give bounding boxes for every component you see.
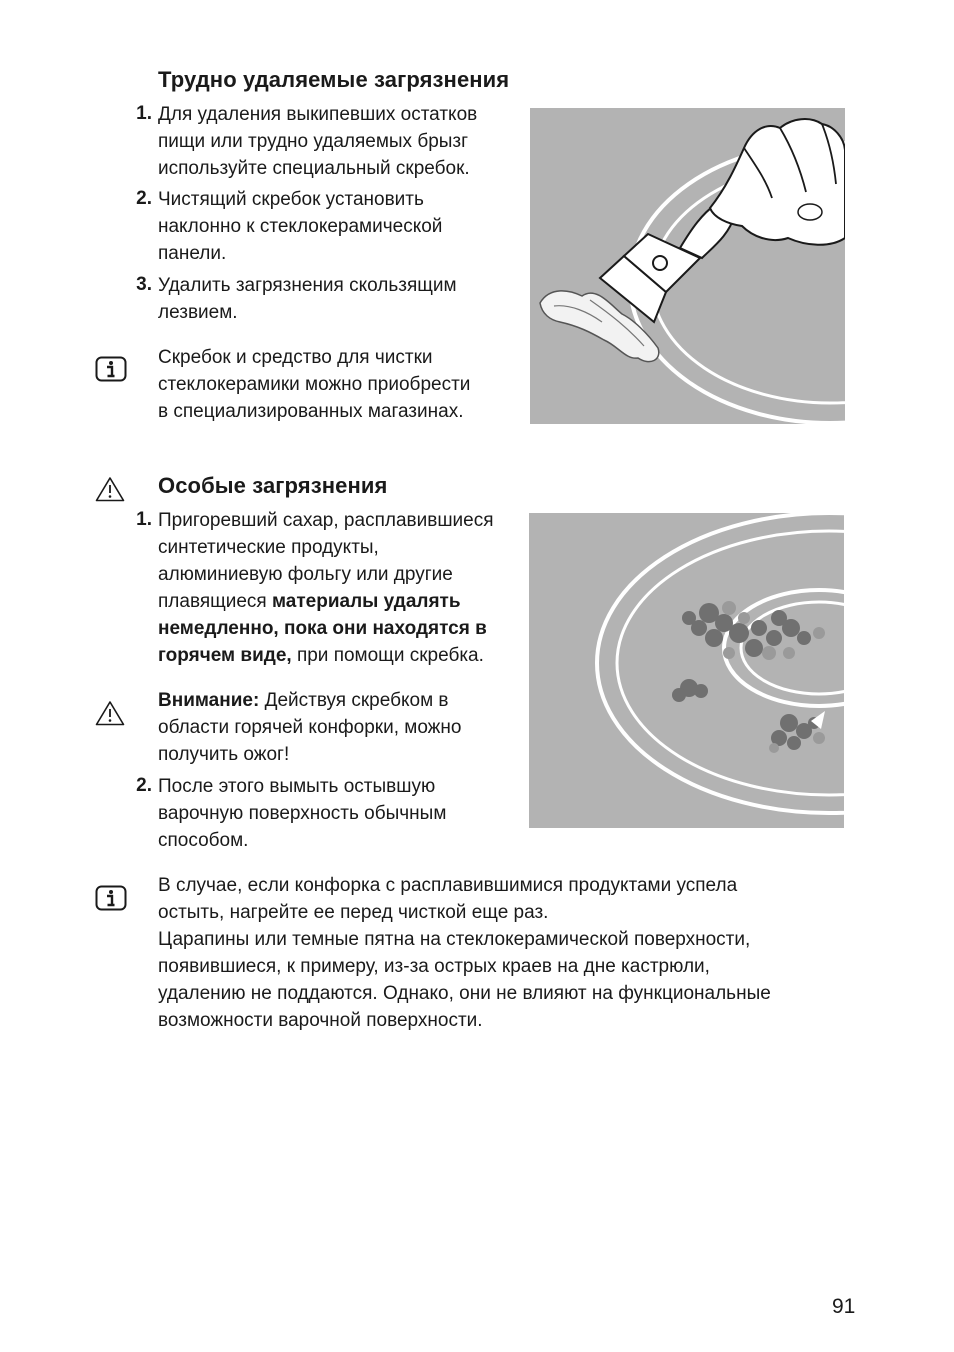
step-number: 2. [136,775,152,796]
text-line: алюминиевую фольгу или другие [158,564,453,585]
warning-note [158,687,461,768]
text-line: стеклокерамики можно приобрести [158,374,471,395]
text-line [158,615,494,642]
info-note [158,344,470,425]
text-line: Царапины или темные пятна на стеклокерамической поверхности, [158,929,751,950]
info-icon [95,356,127,382]
text-line [158,588,494,615]
step-text [158,186,442,267]
text-line: возможности варочной поверхности. [158,1010,483,1031]
step-number: 3. [136,274,152,295]
page-number: 91 [832,1295,856,1318]
text-line [158,687,461,714]
text-line: появившиеся, к примеру, из-за острых краев на дне кастрюли, [158,956,710,977]
step-number: 1. [136,509,152,530]
melted-residue-illustration [529,513,844,828]
text-bold: немедленно, пока они находятся в [158,618,487,639]
text-line: пищи или трудно удаляемых брызг [158,131,469,152]
text-line: удалению не поддаются. Однако, они не влияют на функциональные [158,983,771,1004]
text-line: способом. [158,830,249,851]
text-line: панели. [158,243,227,264]
text-line: остыть, нагрейте ее перед чисткой еще раз. [158,902,549,923]
step-text [158,773,446,854]
text-line: наклонно к стеклокерамической [158,216,443,237]
info-icon [95,885,127,911]
text-line: синтетические продукты, [158,537,379,558]
warning-triangle-icon [95,700,125,726]
text-line: Для удаления выкипевших остатков [158,104,478,125]
text-line: получить ожог! [158,744,290,765]
text-line: Удалить загрязнения скользящим [158,275,457,296]
step-text [158,272,457,326]
text-line: лезвием. [158,302,238,323]
step-text [158,507,494,669]
section-title-hard-stains: Трудно удаляемые загрязнения [158,67,510,92]
text-line: используйте специальный скребок. [158,158,470,179]
warning-triangle-icon [95,476,125,502]
text-bold: горячем виде, [158,645,292,666]
text-normal: плавящиеся [158,591,272,612]
final-info-note [158,872,771,1034]
text-line: В случае, если конфорка с расплавившимися продуктами успела [158,875,738,896]
text-normal: Действуя скребком в [259,690,449,711]
text-line [158,642,494,669]
text-line: Скребок и средство для чистки [158,347,433,368]
text-bold: материалы удалять [272,591,461,612]
text-line: области горячей конфорки, можно [158,717,462,738]
step-number: 2. [136,188,152,209]
text-line: варочную поверхность обычным [158,803,447,824]
text-line: После этого вымыть остывшую [158,776,436,797]
text-line: Чистящий скребок установить [158,189,424,210]
section-title-special-stains: Особые загрязнения [158,473,388,498]
scraper-illustration [530,108,845,424]
text-line: в специализированных магазинах. [158,401,464,422]
text-normal: при помощи скребка. [291,645,484,666]
step-number: 1. [136,103,152,124]
text-line: Пригоревший сахар, расплавившиеся [158,510,494,531]
step-text [158,101,477,182]
warning-label: Внимание: [158,690,260,711]
